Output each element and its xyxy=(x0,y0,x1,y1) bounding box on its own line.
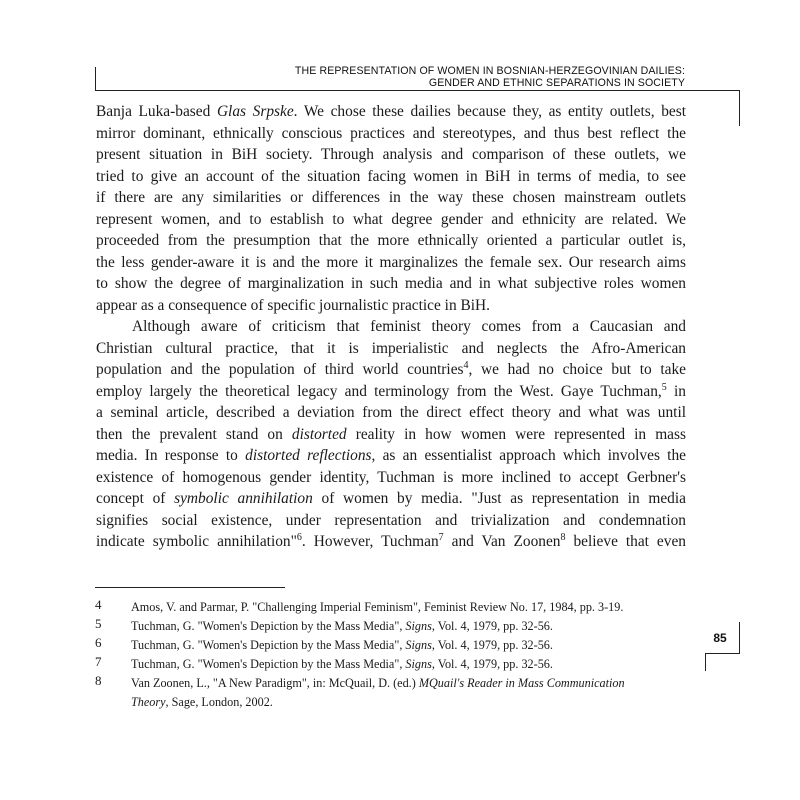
paragraph-1 xyxy=(96,101,686,316)
p1-line-9: to show the degree of marginalization in such media and in what subjective roles women xyxy=(96,275,686,292)
footnote-4 xyxy=(95,598,690,617)
header-rule-right-vertical xyxy=(739,90,740,126)
footnote-number: 7 xyxy=(95,654,102,669)
p1-line-8: the less gender-aware it is and the more it marginalizes the female sex. Our research aims xyxy=(96,253,686,271)
p1-line-6: represent women, and to establish to what degree gender and ethnicity are related. We xyxy=(96,210,686,228)
footnote-ref-6[interactable]: 6 xyxy=(296,532,302,543)
p1-line-4: tried to give an account of the situation facing women in BiH in terms of media, to see xyxy=(96,167,686,185)
p2-line-8: existence of homogenous gender identity, Tuchman is more inclined to accept Gerbner's xyxy=(96,468,686,486)
p2-line-2: Christian cultural practice, that it is imperialistic and neglects the Afro-American xyxy=(96,339,686,357)
p2-line-1: Although aware of criticism that feminist theory comes from a Caucasian and xyxy=(132,318,686,335)
footnote-ref-8[interactable]: 8 xyxy=(560,532,566,543)
footnote-7: 7 Tuchman, G. "Women's Depiction by the Mass Media", Signs, Vol. 4, 1979, pp. 32-56. xyxy=(95,654,553,671)
p1-line-5: if there are any similarities or differences in the way these chosen mainstream outlets xyxy=(96,189,686,206)
header-line-2: GENDER AND ETHNIC SEPARATIONS IN SOCIETY xyxy=(428,77,685,89)
p2-line-4: employ largely the theoretical legacy and terminology from the West. Gaye Tuchman,$^5$ in xyxy=(96,381,686,400)
p2-line-11: indicate symbolic annihilation"$^6$. However, Tuchman$^7$ and Van Zoonen$^8$ believe that even xyxy=(96,532,686,550)
footnote-number: 6 xyxy=(95,635,102,650)
footnote-6: 6 Tuchman, G. "Women's Depiction by the Mass Media", Signs, Vol. 4, 1979, pp. 32-56. xyxy=(95,635,553,652)
footnotes xyxy=(95,598,690,712)
header-rule-horizontal xyxy=(95,90,740,91)
footnote-number: 5 xyxy=(95,616,102,631)
page-number-rule-horizontal xyxy=(705,653,740,654)
footnote-number: 8 xyxy=(95,673,102,688)
footnote-5: 5 Tuchman, G. "Women's Depiction by the Mass Media", Signs, Vol. 4, 1979, pp. 32-56. xyxy=(95,616,553,633)
p2-line-6: then the prevalent stand on distorted reality in how women were represented in mass xyxy=(96,425,686,443)
footnote-text: Amos, V. and Parmar, P. "Challenging Imperial Feminism", Feminist Review No. 17, 1984, pp. 3-19. xyxy=(131,600,624,614)
p1-line-7: proceeded from the presumption that the more ethnically oriented a particular outlet is, xyxy=(96,232,686,249)
footnote-8: 8 Van Zoonen, L., "A New Paradigm", in: McQuail, D. (ed.) MQuail's Reader in Mass Communication Theory, Sage, London, 2002. xyxy=(95,673,625,709)
publication-title: Glas Srpske xyxy=(216,103,294,120)
page-number: 85 xyxy=(713,631,727,645)
body-text xyxy=(96,101,686,553)
footnote-ref-5[interactable]: 5 xyxy=(661,381,667,393)
footnote-ref-7[interactable]: 7 xyxy=(438,532,444,543)
footnote-ref-4[interactable]: 4 xyxy=(463,360,469,371)
p2-line-3: population and the population of third world countries$^4$, we had no choice but to take xyxy=(96,360,686,378)
p1-line-2: mirror dominant, ethnically conscious practices and stereotypes, and thus best reflect the xyxy=(96,124,686,142)
paragraph-2 xyxy=(96,316,686,553)
p2-line-10: signifies social existence, under representation and trivialization and condemnation xyxy=(96,511,686,529)
p2-line-7: media. In response to distorted reflections, as an essentialist approach which involves the xyxy=(96,447,686,464)
p1-line-3: present situation in BiH society. Through analysis and comparison of these outlets, we xyxy=(96,146,686,163)
p1-line-1: Banja Luka-based Glas Srpske. We chose these dailies because they, as entity outlets, best xyxy=(96,103,686,120)
p2-line-9: concept of symbolic annihilation of women by media. "Just as representation in media xyxy=(96,490,686,507)
p2-line-5: a seminal article, described a deviation from the direct effect theory and what was until xyxy=(96,404,686,421)
footnote-separator xyxy=(95,587,285,588)
page-number-rule-vertical-bottom xyxy=(705,653,706,671)
header-line-1: THE REPRESENTATION OF WOMEN IN BOSNIAN-HERZEGOVINIAN DAILIES: xyxy=(294,65,685,77)
p1-line-10: appear as a consequence of specific journalistic practice in BiH. xyxy=(96,296,491,314)
footnote-number: 4 xyxy=(95,597,102,612)
running-header xyxy=(95,65,685,89)
header-rule-left-vertical xyxy=(95,67,96,91)
